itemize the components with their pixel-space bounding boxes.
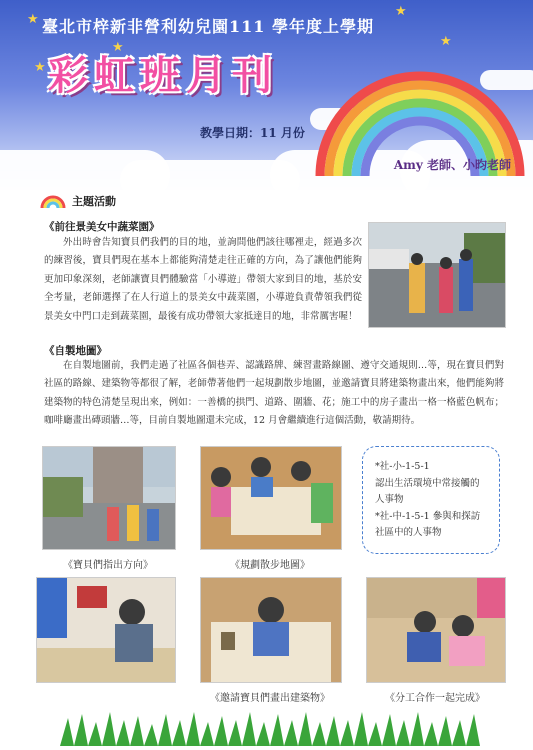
- photo-caption: 《分工合作一起完成》: [385, 693, 485, 704]
- star-icon: ★: [395, 4, 407, 19]
- note-line: 認出生活環境中常接觸的人事物: [375, 477, 480, 505]
- article-body: 外出時會告知寶貝們我們的目的地，並詢問他們該往哪裡走，經過多次的練習後，寶貝們現在基本上都能夠清楚走往正確的方向，為了讓他們能夠更加印象深刻，老師讓寶貝們體驗當「小導遊」帶領大家到目的地，基於安全考量，老師選擇了在人行道上的景美女中蔬菜園，小導遊負責帶領我們從景美女中門口走到蔬菜園，最後有成功帶領大家抵達目的地，非常厲害喔！: [44, 237, 362, 322]
- curriculum-note: [362, 446, 500, 554]
- photo-pointing-direction: [42, 446, 176, 550]
- note-line: *社-小-1-5-1: [375, 461, 430, 472]
- photo-caption: 《規劃散步地圖》: [230, 560, 310, 571]
- photo-planning-map: [200, 446, 342, 550]
- photo-caption: 《寶貝們指出方向》: [63, 560, 153, 571]
- star-icon: ★: [34, 60, 46, 75]
- photo-drawing-buildings: [200, 577, 342, 683]
- section-label: 主題活動: [72, 195, 116, 208]
- note-line: *社-中-1-5-1 參與和探訪社區中的人事物: [375, 510, 481, 538]
- article-heading: 《前往景美女中蔬菜園》: [44, 221, 160, 233]
- star-icon: ★: [27, 12, 39, 27]
- star-icon: ★: [112, 40, 124, 55]
- newsletter-header: [0, 0, 533, 190]
- photo-teamwork: [366, 577, 506, 683]
- rainbow-icon: [40, 193, 66, 209]
- article-body: 在自製地圖前，我們走過了社區各個巷弄、認識路牌、練習畫路線圖、遵守交通規則…等，現在寶貝們對社區的路線、建築物等都很了解，老師帶著他們一起規劃散步地圖，並邀請寶貝將建築物畫出來，他們能夠將建築物的特色清楚呈現出來，例如：一善橋的拱門、道路、圍牆、花；施工中的房子畫出一格一格藍色帆布；咖啡廳畫出磚頭牆…等，目前自製地圖還未完成，12 月會繼續進行這個活動，敬請期待。: [44, 360, 504, 427]
- star-icon: ★: [440, 34, 452, 49]
- school-year-line: 臺北市梓新非營利幼兒園111 學年度上學期: [42, 17, 374, 36]
- newsletter-title: 彩虹班月刊: [48, 52, 278, 99]
- teaching-period: 教學日期：11 月份: [200, 126, 305, 140]
- photo-child-drawing: [36, 577, 176, 683]
- photo-walk-to-garden: [368, 222, 506, 328]
- grass-decoration: [60, 712, 480, 746]
- photo-caption: 《邀請寶貝們畫出建築物》: [210, 693, 330, 704]
- teacher-names: Amy 老師、小昀老師: [393, 158, 511, 172]
- article-heading: 《自製地圖》: [44, 345, 107, 357]
- section-heading: [40, 191, 116, 211]
